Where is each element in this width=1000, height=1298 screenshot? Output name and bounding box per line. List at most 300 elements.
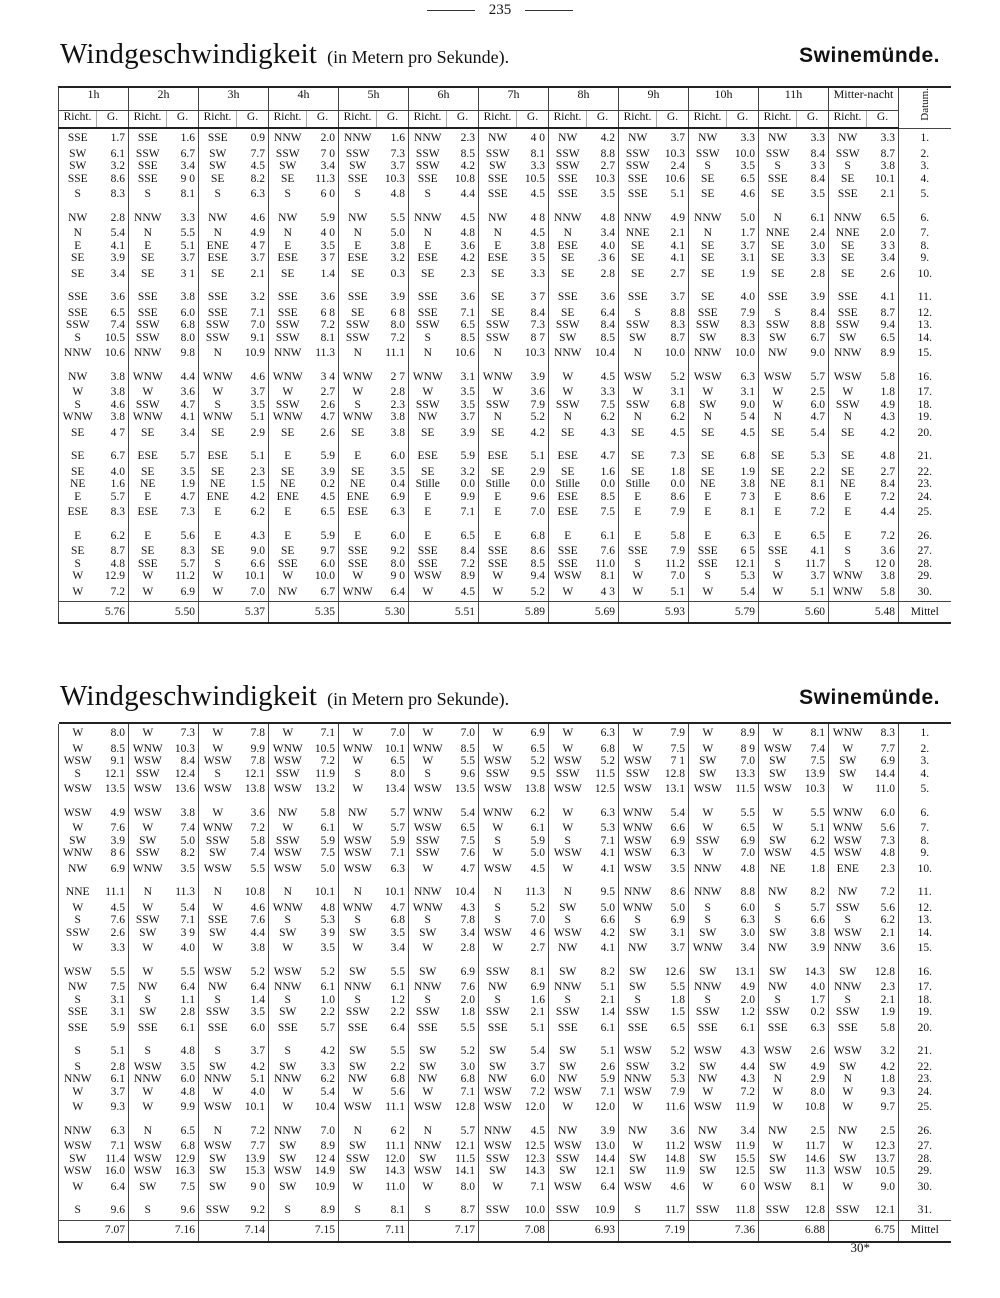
wind-speed-cell: 6.9 [670, 914, 685, 926]
wind-speed-cell: 2.4 [670, 160, 685, 172]
wind-direction-cell: NW [59, 981, 97, 994]
wind-speed-cell: 7.4 [180, 822, 195, 834]
wind-speed-cell: 5.7 [180, 557, 195, 570]
wind-direction-cell: ESE [479, 252, 517, 265]
wind-speed-cell: 2.1 [670, 227, 685, 239]
table-row [59, 344, 951, 363]
hour-header: 2h [129, 87, 199, 111]
wind-speed-cell: 4.4 [180, 370, 195, 383]
wind-direction-cell: NNW [409, 204, 447, 228]
wind-direction-cell: E [409, 522, 447, 546]
wind-speed-cell: 3.7 [250, 386, 265, 398]
page-number: 235 [0, 2, 1000, 19]
wind-speed-cell: 15.3 [244, 1165, 265, 1177]
wind-speed-cell: 6.0 [180, 1073, 195, 1085]
mean-blank [829, 1220, 867, 1242]
wind-speed-cell: 8.4 [810, 147, 825, 160]
wind-speed-cell: 7.3 [180, 727, 195, 739]
wind-direction-cell: S [59, 1037, 97, 1061]
wind-direction-cell: SSW [479, 958, 517, 982]
wind-direction-cell: SW [689, 1153, 727, 1166]
table-row [59, 1140, 951, 1153]
wind-speed-cell: 5.6 [880, 822, 895, 834]
mean-value: 7.17 [447, 1220, 479, 1242]
table-row [59, 939, 951, 958]
wind-speed-cell: 12.4 [174, 767, 195, 780]
wind-direction-cell: WSW [479, 927, 517, 940]
wind-direction-cell: E [59, 522, 97, 546]
wind-direction-cell: WNW [479, 799, 517, 823]
table-row [59, 478, 951, 491]
wind-speed-cell: 10.5 [524, 172, 545, 185]
wind-speed-cell: 13.9 [804, 767, 825, 780]
wind-speed-cell: 7.2 [880, 886, 895, 898]
wind-direction-cell: SSE [59, 1019, 97, 1038]
wind-direction-cell: W [129, 386, 167, 399]
wind-direction-cell: SSW [479, 319, 517, 332]
wind-direction-cell: WSW [759, 1037, 797, 1061]
wind-speed-cell: 1.2 [390, 993, 405, 1006]
date-cell: 5. [899, 185, 951, 204]
wind-speed-cell: 8.9 [320, 1140, 335, 1152]
wind-speed-cell: 6.9 [670, 834, 685, 847]
wind-direction-cell: SW [199, 1061, 237, 1074]
wind-direction-cell: N [479, 411, 517, 424]
wind-speed-cell: 8 7 [530, 331, 545, 344]
mean-value: 5.69 [587, 602, 619, 624]
wind-direction-cell: SW [339, 1165, 377, 1178]
wind-direction-cell: SSW [409, 160, 447, 173]
wind-direction-cell: WSW [549, 780, 587, 799]
wind-speed-cell: 11.5 [735, 783, 755, 795]
wind-speed-cell: 1.0 [320, 993, 335, 1006]
wind-speed-cell: 7.0 [250, 585, 265, 598]
wind-direction-cell: N [129, 1117, 167, 1141]
wind-direction-cell: W [59, 939, 97, 958]
wind-speed-cell: 10.1 [874, 172, 895, 185]
wind-direction-cell: NW [339, 204, 377, 228]
wind-direction-cell: WSW [199, 958, 237, 982]
wind-speed-cell: 11.7 [805, 1140, 825, 1152]
wind-direction-cell: ESE [199, 252, 237, 265]
date-cell: 28. [899, 1153, 951, 1166]
wind-direction-cell: SSW [129, 768, 167, 781]
wind-speed-cell: 6 0 [320, 188, 335, 200]
wind-speed-cell: 10.6 [104, 347, 125, 359]
wind-direction-cell: NW [619, 939, 657, 958]
wind-direction-cell: WSW [829, 847, 867, 860]
wind-direction-cell: N [129, 878, 167, 902]
wind-direction-cell: NE [339, 478, 377, 491]
wind-direction-cell: SW [409, 958, 447, 982]
date-cell: 3. [899, 160, 951, 173]
wind-direction-cell: WNW [129, 363, 167, 387]
wind-speed-cell: 8.8 [810, 319, 825, 331]
wind-speed-cell: 6.9 [880, 755, 895, 767]
wind-speed-cell: 7 0 [320, 147, 335, 160]
date-cell: 28. [899, 558, 951, 571]
table-row [59, 994, 951, 1007]
wind-speed-cell: 10.6 [664, 172, 685, 185]
table-row [59, 1019, 951, 1038]
wind-speed-cell: 9 0 [250, 1180, 265, 1193]
wind-speed-cell: 13.8 [524, 783, 545, 795]
wind-direction-cell: SSW [549, 160, 587, 173]
mean-value: 7.19 [657, 1220, 689, 1242]
speed-header: G. [657, 111, 689, 129]
wind-speed-cell: 3.8 [530, 239, 545, 252]
wind-speed-cell: 3.2 [670, 1060, 685, 1073]
wind-direction-cell: S [199, 768, 237, 781]
wind-direction-cell: WNW [409, 363, 447, 387]
wind-direction-cell: SW [269, 160, 307, 173]
wind-direction-cell: W [199, 743, 237, 756]
wind-direction-cell: WSW [129, 799, 167, 823]
wind-speed-cell: 5.4 [810, 426, 825, 439]
wind-speed-cell: 5.9 [320, 211, 335, 224]
wind-speed-cell: 5.8 [880, 370, 895, 383]
wind-direction-cell: WSW [619, 755, 657, 768]
table-row [59, 780, 951, 799]
wind-speed-cell: 3 3 [810, 160, 825, 172]
direction-header: Richt. [59, 111, 97, 129]
wind-speed-cell: 14.3 [524, 1165, 545, 1177]
wind-speed-cell: 6.8 [740, 450, 755, 462]
wind-speed-cell: 4.1 [600, 847, 615, 859]
mean-blank [199, 1220, 237, 1242]
wind-direction-cell: SW [59, 148, 97, 161]
wind-speed-cell: 4.0 [740, 291, 755, 303]
wind-speed-cell: 4.2 [880, 1060, 895, 1073]
wind-direction-cell: SE [549, 265, 587, 284]
wind-direction-cell: S [689, 902, 727, 915]
wind-speed-cell: 6.3 [810, 1021, 825, 1034]
wind-direction-cell: N [409, 1117, 447, 1141]
wind-speed-cell: 10.3 [664, 147, 685, 160]
wind-direction-cell: SW [689, 332, 727, 345]
direction-header: Richt. [409, 111, 447, 129]
hour-header: 10h [689, 87, 759, 111]
wind-direction-cell: S [689, 160, 727, 173]
section-subtitle: (in Metern pro Sekunde). [327, 689, 510, 709]
table-row [59, 570, 951, 583]
wind-direction-cell: NNW [59, 1117, 97, 1141]
wind-speed-cell: 5.9 [530, 834, 545, 847]
wind-direction-cell: W [269, 822, 307, 835]
wind-speed-cell: 9.4 [880, 319, 895, 331]
wind-speed-cell: 6.0 [740, 901, 755, 914]
wind-speed-cell: 9.0 [880, 1180, 895, 1193]
wind-direction-cell: W [129, 902, 167, 915]
wind-direction-cell: SSW [549, 148, 587, 161]
wind-speed-cell: 8.5 [460, 147, 475, 160]
wind-direction-cell: NNW [59, 344, 97, 363]
wind-speed-cell: 8.9 [740, 727, 755, 739]
wind-direction-cell: ESE [549, 240, 587, 253]
mean-blank [339, 1220, 377, 1242]
wind-speed-cell: 12.9 [104, 570, 125, 582]
table-row [59, 386, 951, 399]
wind-direction-cell: WSW [829, 835, 867, 848]
speed-header: G. [727, 111, 759, 129]
date-cell: 4. [899, 173, 951, 186]
wind-speed-cell: 3.7 [390, 160, 405, 172]
wind-direction-cell: SSE [409, 1019, 447, 1038]
wind-speed-cell: 6.5 [530, 742, 545, 755]
section-1-heading [60, 38, 940, 78]
wind-speed-cell: 0.0 [670, 478, 685, 490]
wind-speed-cell: 8.6 [110, 172, 125, 185]
wind-speed-cell: 4.8 [180, 1085, 195, 1098]
table-row [59, 1153, 951, 1166]
wind-direction-cell: SE [339, 265, 377, 284]
wind-direction-cell: WNW [829, 570, 867, 583]
wind-direction-cell: WSW [479, 1086, 517, 1099]
table-row [59, 1117, 951, 1141]
wind-direction-cell: S [689, 914, 727, 927]
date-cell: 29. [899, 1165, 951, 1178]
wind-speed-cell: 5.8 [250, 834, 265, 847]
wind-speed-cell: 10.3 [804, 783, 825, 795]
wind-direction-cell: S [59, 1061, 97, 1074]
speed-header: G. [517, 111, 549, 129]
direction-header: Richt. [339, 111, 377, 129]
wind-direction-cell: W [59, 1086, 97, 1099]
wind-direction-cell: WSW [339, 860, 377, 879]
wind-direction-cell: W [689, 822, 727, 835]
wind-speed-cell: 3.7 [670, 942, 685, 954]
wind-direction-cell: WSW [619, 1086, 657, 1099]
date-cell: 1. [899, 128, 951, 148]
wind-speed-cell: 3.8 [390, 411, 405, 423]
wind-speed-cell: 2.7 [320, 386, 335, 398]
wind-speed-cell: 12.8 [874, 965, 895, 978]
wind-direction-cell: WSW [409, 822, 447, 835]
wind-direction-cell: SSE [199, 914, 237, 927]
wind-speed-cell: 7.5 [320, 847, 335, 859]
wind-speed-cell: 8.1 [530, 965, 545, 978]
wind-direction-cell: WSW [549, 1086, 587, 1099]
wind-speed-cell: 6.5 [320, 506, 335, 518]
mean-blank [619, 1220, 657, 1242]
wind-direction-cell: SW [829, 958, 867, 982]
wind-direction-cell: SE [619, 240, 657, 253]
wind-direction-cell: WSW [269, 780, 307, 799]
wind-direction-cell: W [619, 724, 657, 743]
wind-direction-cell: SSE [549, 558, 587, 571]
wind-speed-cell: 6.3 [670, 847, 685, 859]
wind-direction-cell: S [689, 994, 727, 1007]
wind-direction-cell: WSW [409, 780, 447, 799]
wind-direction-cell: S [409, 185, 447, 204]
wind-speed-cell: 0.9 [250, 132, 265, 144]
table-row [59, 283, 951, 307]
wind-speed-cell: 10.3 [174, 742, 195, 755]
wind-speed-cell: 11.9 [315, 767, 335, 780]
wind-direction-cell: NW [829, 128, 867, 148]
mean-label: Mittel [899, 602, 951, 624]
wind-speed-cell: 3 1 [180, 267, 195, 280]
wind-direction-cell: SSE [479, 558, 517, 571]
wind-direction-cell: SSE [829, 307, 867, 320]
wind-speed-cell: 8.8 [600, 147, 615, 160]
hour-header: 8h [549, 87, 619, 111]
wind-speed-cell: 10.8 [804, 1101, 825, 1113]
wind-speed-cell: 7.8 [460, 914, 475, 926]
wind-speed-cell: 6.6 [810, 914, 825, 926]
wind-speed-cell: 2.9 [250, 426, 265, 439]
wind-direction-cell: W [619, 1098, 657, 1117]
wind-direction-cell: W [269, 939, 307, 958]
wind-direction-cell: SW [59, 1153, 97, 1166]
wind-direction-cell: WSW [129, 780, 167, 799]
wind-direction-cell: NNE [619, 227, 657, 240]
wind-direction-cell: N [409, 227, 447, 240]
wind-speed-cell: 2.5 [880, 1124, 895, 1137]
wind-direction-cell: W [269, 386, 307, 399]
wind-speed-cell: 4.4 [740, 1060, 755, 1073]
wind-direction-cell: SSE [129, 160, 167, 173]
wind-speed-cell: 7.2 [390, 331, 405, 344]
section-subtitle: (in Metern pro Sekunde). [327, 47, 510, 67]
wind-direction-cell: SW [549, 1165, 587, 1178]
wind-speed-cell: 5.9 [390, 834, 405, 847]
wind-speed-cell: 12.3 [524, 1152, 545, 1165]
wind-speed-cell: 2.3 [880, 981, 895, 993]
wind-direction-cell: NW [689, 1073, 727, 1086]
wind-direction-cell: SSW [549, 319, 587, 332]
wind-speed-cell: 1.1 [180, 993, 195, 1006]
wind-direction-cell: SE [759, 240, 797, 253]
mean-value: 5.37 [237, 602, 269, 624]
wind-speed-cell: 1.8 [880, 1073, 895, 1085]
wind-speed-cell: 7.1 [320, 727, 335, 739]
wind-speed-cell: 2.3 [460, 267, 475, 280]
wind-direction-cell: WSW [549, 927, 587, 940]
wind-direction-cell: SSW [199, 332, 237, 345]
wind-speed-cell: 6.3 [600, 806, 615, 819]
wind-direction-cell: NW [409, 1073, 447, 1086]
wind-direction-cell: SSE [339, 558, 377, 571]
wind-speed-cell: 8.7 [880, 147, 895, 160]
wind-speed-cell: 5.3 [670, 1073, 685, 1085]
wind-speed-cell: 4.1 [880, 291, 895, 303]
wind-speed-cell: 5.5 [460, 755, 475, 767]
wind-speed-cell: 4.8 [740, 862, 755, 875]
wind-speed-cell: 14.1 [454, 1165, 475, 1177]
wind-direction-cell: W [409, 724, 447, 743]
wind-speed-cell: 7.4 [110, 319, 125, 331]
wind-direction-cell: SSE [409, 307, 447, 320]
wind-direction-cell: WSW [549, 570, 587, 583]
wind-speed-cell: 4 7 [110, 426, 125, 439]
wind-speed-cell: 2.6 [110, 926, 125, 939]
wind-direction-cell: SE [59, 466, 97, 479]
wind-speed-cell: 12.6 [664, 965, 685, 978]
wind-direction-cell: SE [829, 173, 867, 186]
wind-direction-cell: SSW [339, 332, 377, 345]
wind-direction-cell: SE [549, 307, 587, 320]
wind-speed-cell: 5.9 [460, 450, 475, 462]
wind-direction-cell: SSW [129, 847, 167, 860]
wind-speed-cell: 6.0 [390, 529, 405, 542]
date-cell: 3. [899, 755, 951, 768]
wind-direction-cell: SSW [199, 1196, 237, 1220]
wind-speed-cell: 7.5 [600, 398, 615, 411]
wind-direction-cell: NW [759, 878, 797, 902]
wind-speed-cell: 7.7 [250, 1140, 265, 1152]
wind-direction-cell: W [409, 1178, 447, 1197]
wind-speed-cell: 4.9 [810, 1060, 825, 1073]
wind-speed-cell: 3.9 [320, 465, 335, 478]
wind-direction-cell: WSW [129, 755, 167, 768]
wind-direction-cell: WSW [59, 780, 97, 799]
wind-speed-cell: 6.2 [320, 1073, 335, 1085]
hour-header: Mitter-nacht [829, 87, 899, 111]
wind-speed-cell: 3.8 [740, 478, 755, 490]
wind-speed-cell: 11.1 [385, 347, 405, 359]
mean-blank [479, 602, 517, 624]
wind-direction-cell: SSW [129, 399, 167, 412]
wind-speed-cell: 3.1 [740, 252, 755, 264]
wind-direction-cell: W [829, 386, 867, 399]
wind-direction-cell: SSE [59, 173, 97, 186]
wind-speed-cell: 2.2 [810, 465, 825, 478]
wind-speed-cell: 5.1 [530, 450, 545, 462]
wind-direction-cell: SSW [549, 1153, 587, 1166]
date-cell: 6. [899, 204, 951, 228]
wind-direction-cell: SW [829, 768, 867, 781]
wind-direction-cell: WSW [619, 835, 657, 848]
wind-direction-cell: N [59, 227, 97, 240]
date-cell: 19. [899, 1006, 951, 1019]
wind-direction-cell: NW [829, 878, 867, 902]
wind-speed-cell: 5.6 [880, 901, 895, 914]
wind-speed-cell: 5.5 [740, 806, 755, 819]
mean-value: 5.93 [657, 602, 689, 624]
date-cell: 17. [899, 386, 951, 399]
wind-direction-cell: SW [689, 958, 727, 982]
wind-direction-cell: W [59, 822, 97, 835]
wind-direction-cell: SW [339, 1037, 377, 1061]
wind-direction-cell: NNW [409, 128, 447, 148]
wind-speed-cell: 3.6 [180, 386, 195, 398]
wind-speed-cell: 12.9 [174, 1152, 195, 1165]
wind-speed-cell: 6.2 [110, 529, 125, 542]
wind-speed-cell: 4.8 [880, 847, 895, 859]
wind-speed-cell: 1.9 [180, 478, 195, 490]
wind-direction-cell: E [759, 522, 797, 546]
wind-direction-cell: W [339, 1178, 377, 1197]
wind-speed-cell: 11.1 [385, 1140, 405, 1152]
wind-speed-cell: 3.1 [460, 370, 475, 383]
wind-direction-cell: NW [759, 981, 797, 994]
wind-direction-cell: SSW [269, 148, 307, 161]
wind-direction-cell: SE [339, 424, 377, 443]
table-row [59, 1073, 951, 1086]
wind-speed-cell: 0.3 [390, 267, 405, 280]
wind-speed-cell: 3.9 [110, 834, 125, 847]
wind-direction-cell: WSW [689, 1037, 727, 1061]
wind-direction-cell: SW [619, 1165, 657, 1178]
wind-direction-cell: Stille [619, 478, 657, 491]
wind-speed-cell: 4.7 [600, 450, 615, 462]
wind-speed-cell: 4.5 [460, 585, 475, 598]
wind-direction-cell: SSW [409, 399, 447, 412]
wind-speed-cell: 6.9 [460, 965, 475, 978]
wind-speed-cell: 7.9 [670, 545, 685, 557]
wind-speed-cell: 5.4 [740, 585, 755, 598]
